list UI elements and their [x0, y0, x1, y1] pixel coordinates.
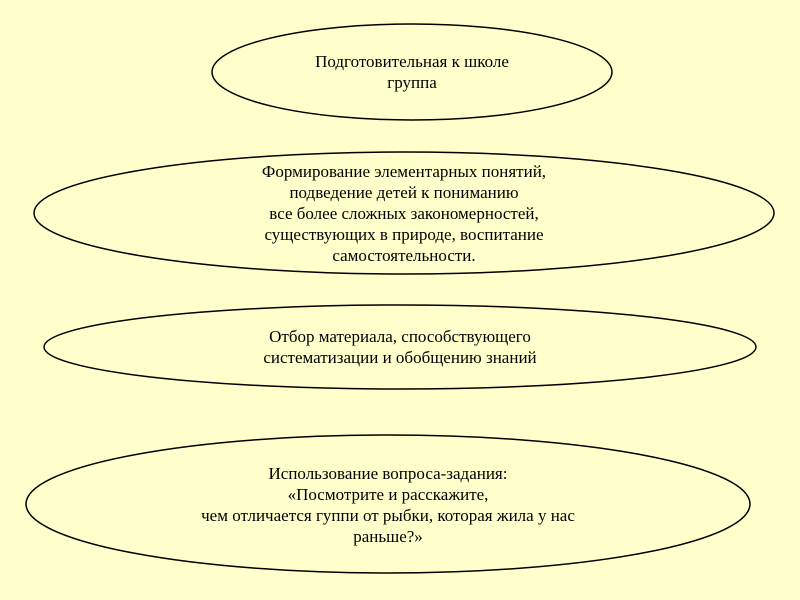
label-concepts-line-4: существующих в природе, воспитание: [264, 224, 544, 244]
label-question-line-4: раньше?»: [353, 527, 423, 546]
label-concepts-line-1: Формирование элементарных понятий,: [261, 161, 547, 181]
label-group-line-2: группа: [387, 73, 437, 92]
label-group-line-1: Подготовительная к школе: [315, 52, 509, 71]
label-concepts-line-3: все более сложных закономерностей,: [269, 203, 539, 223]
label-group: [262, 40, 562, 104]
label-question-line-1: Использование вопроса-задания:: [268, 464, 508, 483]
label-question-line-3: чем отличается гуппи от рыбки, которая жила у нас: [201, 506, 575, 525]
label-material-line-1: Отбор материала, способствующего: [269, 327, 531, 346]
label-concepts-line-5: самостоятельности.: [332, 245, 476, 265]
label-concepts-line-2: подведение детей к пониманию: [289, 182, 519, 202]
label-material: [150, 322, 650, 372]
label-material-line-2: систематизации и обобщению знаний: [263, 348, 537, 367]
label-concepts: [154, 152, 654, 274]
label-question-line-2: «Посмотрите и расскажите,: [287, 485, 489, 504]
label-question: [88, 450, 688, 560]
